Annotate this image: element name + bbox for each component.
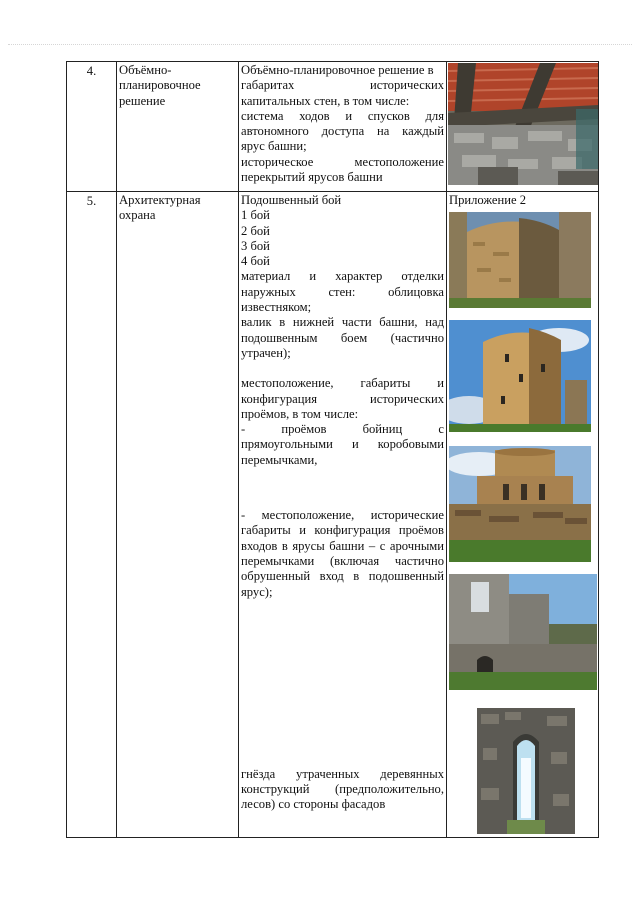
row-description xyxy=(239,62,447,192)
appendix-label: Приложение 2 xyxy=(449,193,527,207)
material-line: известняком; xyxy=(241,300,312,315)
description-line: капитальных стен, в том числе: xyxy=(241,93,410,108)
table-row xyxy=(67,62,599,192)
tower-interior-photo xyxy=(477,708,575,834)
material-line: наружных стен: облицовка xyxy=(241,284,444,299)
tier-line: 1 бой xyxy=(241,208,270,223)
tower-shadow-photo xyxy=(449,212,591,308)
entrances-line: ярус); xyxy=(241,584,273,599)
description-line: система ходов и спусков для xyxy=(241,108,444,123)
description-line: габаритах исторических xyxy=(241,78,444,93)
title-line: решение xyxy=(119,93,166,108)
description-line: перекрытий ярусов башни xyxy=(241,170,383,185)
row-title xyxy=(117,192,239,838)
tier-line: Подошвенный бой xyxy=(241,193,342,207)
header-divider xyxy=(8,44,632,45)
attributes-table xyxy=(66,61,599,838)
openings-line: конфигурация исторических xyxy=(241,391,444,406)
title-line: Архитектурная xyxy=(119,193,201,207)
tier-line: 4 бой xyxy=(241,254,270,269)
openings-line: перемычками, xyxy=(241,452,318,467)
roof-interior-photo xyxy=(448,63,598,185)
photo-cell xyxy=(447,62,599,192)
nests-line: лесов) со стороны фасадов xyxy=(241,797,386,812)
row-title xyxy=(117,62,239,192)
row-number: 4. xyxy=(67,62,117,192)
openings-line: местоположение, габариты и xyxy=(241,376,444,391)
description-line: автономного доступа на каждый xyxy=(241,124,444,139)
title-line: планировочное xyxy=(119,78,201,93)
openings-line: проёмов, в том числе: xyxy=(241,406,359,421)
nests-line: гнёзда утраченных деревянных xyxy=(241,766,444,781)
title-line: Объёмно- xyxy=(119,63,172,77)
title-line: охрана xyxy=(119,208,156,223)
description-line: историческое местоположение xyxy=(241,154,444,169)
row-number: 5. xyxy=(67,192,117,838)
entrances-line: входов в ярусы башни – с арочными xyxy=(241,538,444,553)
nests-line: конструкций (предположительно, xyxy=(241,782,444,797)
description-line: Объёмно-планировочное решение в xyxy=(241,63,434,77)
photo-cell xyxy=(447,192,599,838)
roller-line: валик в нижней части башни, над xyxy=(241,315,444,330)
openings-line: - проёмов бойниц с xyxy=(241,422,444,437)
tier-line: 3 бой xyxy=(241,238,270,253)
material-line: материал и характер отделки xyxy=(241,269,444,284)
wall-ruins-photo xyxy=(449,574,597,690)
description-line: ярус башни; xyxy=(241,139,307,154)
tower-ruins-photo xyxy=(449,446,591,562)
tier-line: 2 бой xyxy=(241,223,270,238)
entrances-line: - местоположение, исторические xyxy=(241,508,444,523)
roller-line: подошвенным боем (частично xyxy=(241,330,444,345)
entrances-line: обрушенный вход в подошвенный xyxy=(241,569,444,584)
tower-sky-photo xyxy=(449,320,591,432)
entrances-line: габариты и конфигурация проёмов xyxy=(241,523,444,538)
row-description xyxy=(239,192,447,838)
entrances-line: перемычками (включая частично xyxy=(241,553,444,568)
roller-line: утрачен); xyxy=(241,345,291,360)
openings-line: прямоугольными и коробовыми xyxy=(241,437,444,452)
table-row xyxy=(67,192,599,838)
